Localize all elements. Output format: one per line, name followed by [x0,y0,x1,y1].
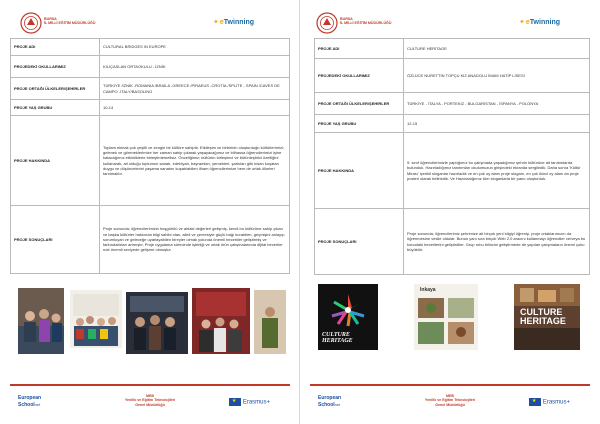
key-cell: PROJE SONUÇLARI [11,206,100,274]
key-cell: PROJE ADI [315,39,404,59]
meb-yegitek-logo: MEB Yenilik ve Eğitim Teknolojileri Genel Müdürlüğü [424,394,476,407]
key-cell: PROJE ORTAĞI ÜLKELER/ŞEHİRLER [11,78,100,100]
row-proje-adi [315,39,590,59]
meb-logo-icon [20,12,42,34]
inkaya-poster [414,284,478,350]
footer-separator [10,384,290,386]
value-cell: 9. sınıf öğrencilerimizle yaptığımız bu çalışmada yaşadığımız şehrin kültürüne ait tanıtımlarda bulunduk. Hazırladığımız tanıtımları okulumuzun girişindeki ekranda sergiledik. Daha sonra 'Kültür Mirası' içerikli sloganlar hazırladık ve en çok oy alanı proje sloganı, en çok ikinci oy alanı da proje posteri olarak belirledik. Ve Hazırladığımız tüm sloganlarla bir pano oluşturduk. [404,133,590,209]
meb-line-2: İL MİLLÎ EĞİTİM MÜDÜRLÜĞÜ [44,21,96,26]
key-cell: PROJE YAŞ GRUBU [315,115,404,133]
meb-header-text [44,17,95,26]
etwinning-logo: ✦eTwinning [213,19,254,26]
key-cell: PROJE HAKKINDA [11,116,100,206]
key-cell: PROJE YAŞ GRUBU [11,100,100,116]
meb-logo-icon [316,12,338,34]
key-cell: PROJE ADI [11,39,100,56]
erasmus-logo: ★ Erasmus+ [529,398,570,406]
inkaya-title: Inkaya [420,287,436,293]
eu-flag-icon: ★ [529,398,541,406]
row-hakkinda [315,133,590,209]
meb-header-text: BURSA İL MİLLÎ EĞİTİM MÜDÜRLÜĞÜ [340,17,392,26]
right-page [300,0,600,424]
value-cell: KILIÇASLAN ORTAOKULU - İZNİK [100,56,290,78]
value-cell: 12-15 [404,115,590,133]
value-cell: Toplam ekinak çok çeşitli ve zengin bir kültüre sahiptir. Etkileşim ve birbirinin oluşturduğu kültürlerimizi; gelenek ve göreneklerimize her zaman sahip çıkarak yaşayacağımız ve bilhassa öğrencilerimizi işine katacağımız etkinliklerle birleştirdemelisiz. Önceliğimiz; kültürün birleşimci ve bütünleştirici özelliğini kullanarak, ait olduğu toplumun sanatı, edebiyatı, bayramları, yemekleri, şarkıları gibi insan kuşatan duygu ve düşüncelerini yaşama sanatını kuşatılabilen ilham öğrencilerimize hem de ortak ülkeleri tanıtmaktır. [100,116,290,206]
row-okullar [315,59,590,93]
value-cell: CULTURE HERITAGE [404,39,590,59]
right-poster-row [314,284,594,362]
value-cell: TÜRKİYE /İZNİK -ROMANIA /BRAİLA -GREECE /PİRAEUS -CROTİA /SPLİTE - SPAİN /CAVES DE CAMPO -İTALY/BASOLİNO [100,78,290,100]
eu-flag-icon: ★ [229,398,241,406]
meb-yegitek-logo: MEB Yenilik ve Eğitim Teknolojileri Genel Müdürlüğü [124,394,176,407]
row-sonuclari [315,209,590,275]
row-yas-grubu [11,100,290,116]
row-ortak-ulkeler [315,93,590,115]
row-ortak-ulkeler [11,78,290,100]
etwinning-star-icon: ✦ [213,19,219,26]
poster-1-caption: CULTURE HERITAGE [322,332,353,344]
row-sonuclari [11,206,290,274]
left-footer [10,392,290,416]
photo-collage-image [10,282,290,364]
key-cell: PROJE SONUÇLARI [315,209,404,275]
row-hakkinda [11,116,290,206]
value-cell: CULTURAL BRIDGES IN EUROPE [100,39,290,56]
european-schoolnet-logo: European Schoolnet [18,395,42,408]
value-cell: Proje sonunda; öğrencilerimiz şehrimize ait birçok yeni bilgiyi öğrenip, proje ortaklarımızın da öğrenmesine vesile oldular. Bunun yanı sıra birçok Web 2.0 aracını kullanmayı öğrendiler ve/veya bu konudaki becerilerini geliştirdiler. Grup ruhu bilincini geliştirmede de yapılan çalışmaların önemi çoku büyüktür. [404,209,590,275]
project-info-table [10,38,290,274]
erasmus-logo: ★ Erasmus+ [229,398,270,406]
key-cell: PROJE ORTAĞI ÜLKELER/ŞEHİRLER [315,93,404,115]
key-cell: PROJEDEKİ OKULLARIMIZ [315,59,404,93]
etwinning-star-icon: ✦ [519,19,525,26]
key-cell: PROJE HAKKINDA [315,133,404,209]
value-cell: Proje sonunda; öğrencilerimizin hoşgörülü ve ahlaki değerleri gelişmiş, kendi bu kültürüne sahip çıkan ve başka kültürler hakkında bilgi sahibi olan, aileli ve çevresiyle güçlü bağı kurabilen, geçmişini anlayıp sorumluyan ve geleceğe uyarlayabilen bireyler olmak yolunda önemli becerilier geliştirmiş ve farkındalıkları artmıştır. Proje uygulama sürecinde işbirliği ve ortak ürün çalışmalarında dijital beceriler nde önemli seviyede gelişme olmuştur. [100,206,290,274]
meb-line-1: BURSA [44,17,57,21]
etwinning-logo: ✦eTwinning [519,19,560,26]
project-info-table [314,38,590,275]
value-cell: ÖZLÜCE NURETTİN TOPÇU KIZ ANADOLU İMAM HATİP LİSESİ [404,59,590,93]
value-cell: 10-14 [100,100,290,116]
right-footer [310,392,590,416]
key-cell: PROJEDEKİ OKULLARIMIZ [11,56,100,78]
row-yas-grubu [315,115,590,133]
row-okullar [11,56,290,78]
value-cell: TÜRKİYE - İTALYA - PORTEKİZ - BULGARİSTAN - İSPANYA - POLONYA [404,93,590,115]
footer-separator [310,384,590,386]
european-schoolnet-logo: European Schoolnet [318,395,342,408]
row-proje-adi [11,39,290,56]
left-photo-collage [10,282,290,360]
poster-3-caption: CULTURE HERITAGE [520,307,566,326]
